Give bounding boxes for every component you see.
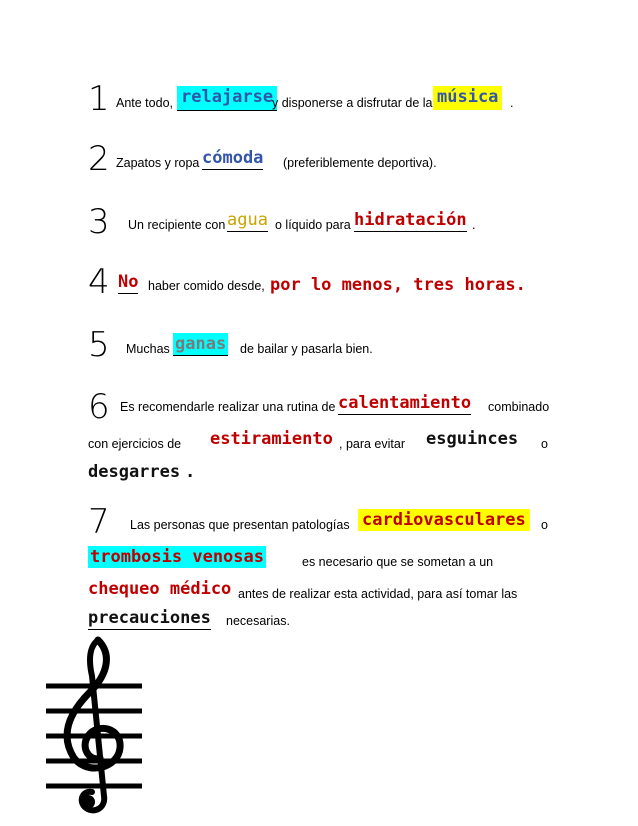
highlight-word: relajarse — [177, 86, 277, 111]
item-text: . — [472, 218, 476, 232]
highlight-word: cardiovasculares — [358, 509, 530, 531]
item-text: . — [185, 462, 196, 482]
item-text: Un recipiente con — [128, 218, 226, 232]
item-text: Muchas — [126, 342, 170, 356]
item-text: Es recomendarle realizar una rutina de — [120, 400, 336, 414]
item-text: . — [510, 96, 514, 110]
highlight-phrase: chequeo médico — [88, 579, 232, 599]
item-number: 6 — [88, 387, 110, 427]
highlight-word: esguinces — [426, 429, 519, 449]
item-number: 3 — [88, 202, 110, 242]
item-text: , para evitar — [339, 437, 406, 451]
item-text: combinado — [488, 400, 550, 414]
item-number: 2 — [88, 139, 110, 179]
highlight-phrase: trombosis venosas — [90, 547, 264, 567]
highlight-word: hidratación — [354, 210, 467, 230]
item-number: 4 — [88, 262, 110, 302]
item-text: o — [541, 437, 548, 451]
treble-clef-icon — [46, 636, 142, 816]
highlight-word: ganas — [175, 334, 227, 354]
highlight-word: estiramiento — [210, 429, 333, 449]
item-text: Zapatos y ropa — [116, 156, 200, 170]
item-number: 7 — [88, 502, 110, 542]
item-text: o — [541, 518, 548, 532]
item-text: necesarias. — [226, 614, 290, 628]
item-number: 1 — [88, 79, 110, 119]
highlight-word: desgarres — [88, 462, 181, 482]
highlight-word: agua — [227, 210, 268, 230]
item-text: con ejercicios de — [88, 437, 182, 451]
item-number: 5 — [88, 325, 110, 365]
treble-clef-svg — [46, 636, 142, 816]
highlight-word: calentamiento — [338, 393, 472, 413]
item-text: haber comido desde, — [148, 279, 265, 293]
item-text: y disponerse a disfrutar de la — [272, 96, 433, 110]
highlight-word: No — [118, 272, 139, 292]
item-text: de bailar y pasarla bien. — [240, 342, 373, 356]
item-text: antes de realizar esta actividad, para así tomar las — [238, 587, 518, 601]
highlight-word: música — [433, 86, 502, 110]
item-text: o líquido para — [275, 218, 351, 232]
item-text: Las personas que presentan patologías — [130, 518, 350, 532]
item-text: (preferiblemente deportiva). — [283, 156, 437, 170]
highlight-word: cómoda — [202, 148, 264, 168]
item-text: es necesario que se sometan a un — [302, 555, 494, 569]
highlight-word: precauciones — [88, 608, 211, 628]
item-text: Ante todo, — [116, 96, 173, 110]
highlight-phrase: por lo menos, tres horas. — [270, 275, 526, 295]
